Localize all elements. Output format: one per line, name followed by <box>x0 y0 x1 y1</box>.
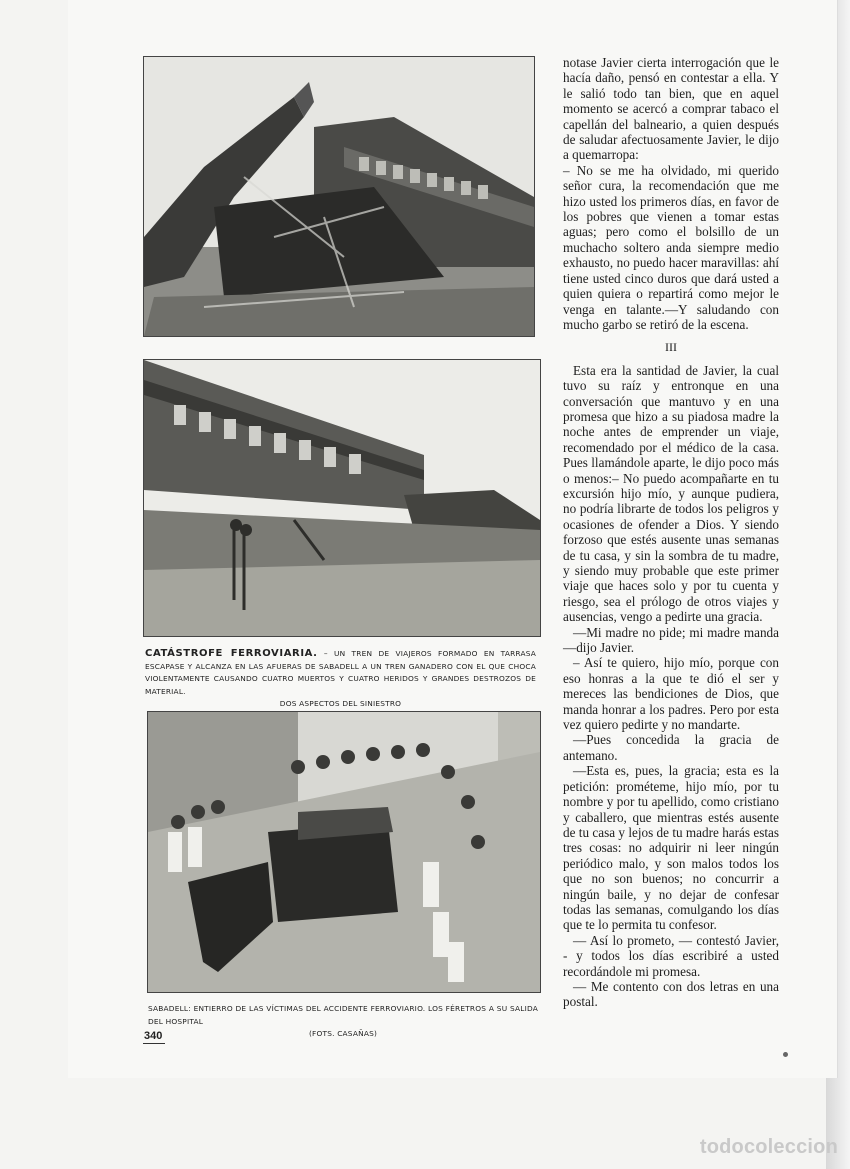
paragraph: — Me contento con dos letras en una postal. <box>563 978 779 1010</box>
watermark-logo: todocoleccion <box>699 1136 838 1158</box>
page-number: 340 <box>144 1030 163 1042</box>
paragraph: – No se me ha olvidado, mi querido señor cura, la recomendación que me hizo usted los primeros días, en favor de los pobres que vienen a tomar estas aguas; pero como el bolsillo de un muchacho soltero anda siempre medio exhausto, no puedo hacer maravillas: ahí tiene usted cinco duros que dará usted a quien quiera o repartirá como mejor le venga en talante.—Y saludando con mucho garbo se retiró de la escena. <box>563 162 779 332</box>
caption-train-crash <box>145 648 536 711</box>
paragraph: —Pues concedida la gracia de antemano. <box>563 732 779 763</box>
section-number: III <box>665 340 677 355</box>
caption-credit: (FOTS. CASAÑAS) <box>308 1029 378 1038</box>
caption-subtitle: DOS ASPECTOS DEL SINIESTRO <box>279 699 402 708</box>
caption-title: CATÁSTROFE FERROVIARIA. <box>145 648 318 659</box>
photo-train-wreck-1 <box>143 56 535 337</box>
paragraph: —Esta es, pues, la gracia; esta es la petición: prométeme, hijo mío, por tu nombre y por tu apellido, como cristiano y caballero, que mientras estés ausente de tu casa y lejos de tu madre harás estas tres cosas: no adquirir ni leer ningún periódico malo, y son malos todos los que no son buenos; no concurrir a ningún baile, y no dejar de confesar todas las semanas, comulgando los días que te lo permita tu confesor. <box>563 763 779 933</box>
text-column <box>563 55 779 1010</box>
caption-funeral <box>148 1003 538 1041</box>
paragraph: notase Javier cierta interrogación que le hacía daño, pensó en contestar a ella. Y le salió todo tan bien, que en aquel momento se acercó a comprar tabaco el capellán del balneario, a quien después de saludar afectuosamente Javier, le dijo a quemarropa: <box>563 55 779 163</box>
page-number-rule <box>143 1043 165 1044</box>
caption-body: – UN TREN DE VIAJEROS FORMADO EN TARRASA ESCAPASE Y ALCANZA EN LAS AFUERAS DE SABADELL A UN TREN GANADERO CON EL QUE CHOCA VIOLENTAMENTE CAUSANDO CUATRO MUERTOS Y CUATRO HERIDOS Y GRANDES DESTROZOS DE MATERIAL. <box>145 649 536 696</box>
paragraph: —Mi madre no pide; mi madre manda—dijo Javier. <box>563 624 779 656</box>
paragraph: – Así te quiero, hijo mío, porque con eso honras a la que te dió el ser y mereces las bendiciones de Dios, que manda honrar a los padres. Pero por esta vez quiero pedirte y no mandarte. <box>563 655 779 733</box>
caption-body: SABADELL: ENTIERRO DE LAS VÍCTIMAS DEL ACCIDENTE FERROVIARIO. LOS FÉRETROS A SU SALIDA DEL HOSPITAL <box>148 1004 538 1026</box>
paragraph: Esta era la santidad de Javier, la cual tuvo su raíz y entronque en una conversación que mantuvo y en una promesa que hizo a su piadosa madre la noche antes de emprender un viaje, recomendado por el médico de la casa. Pues llamándole aparte, le dijo poco más o menos:– No puedo acompañarte en tu excursión hijo mío, y aunque pudiera, no podría librarte de todos los peligros y ocasiones de ofender a Dios. Y siendo forzoso que estés ausente unas semanas de tu casa, y sin la sombra de tu madre, y siendo muy probable que este primer viaje que haces solo y por tu cuenta y riesgo, sea el prólogo de otros viajes y ausencias, vengo a pedirte una gracia. <box>563 362 779 625</box>
photo-train-wreck-2 <box>143 359 541 637</box>
paragraph: — Así lo prometo, — contestó Javier, - y todos los días escribiré a usted recordándole mi promesa. <box>563 932 779 979</box>
photo-funeral-procession <box>147 711 541 993</box>
ink-spot <box>783 1052 788 1057</box>
